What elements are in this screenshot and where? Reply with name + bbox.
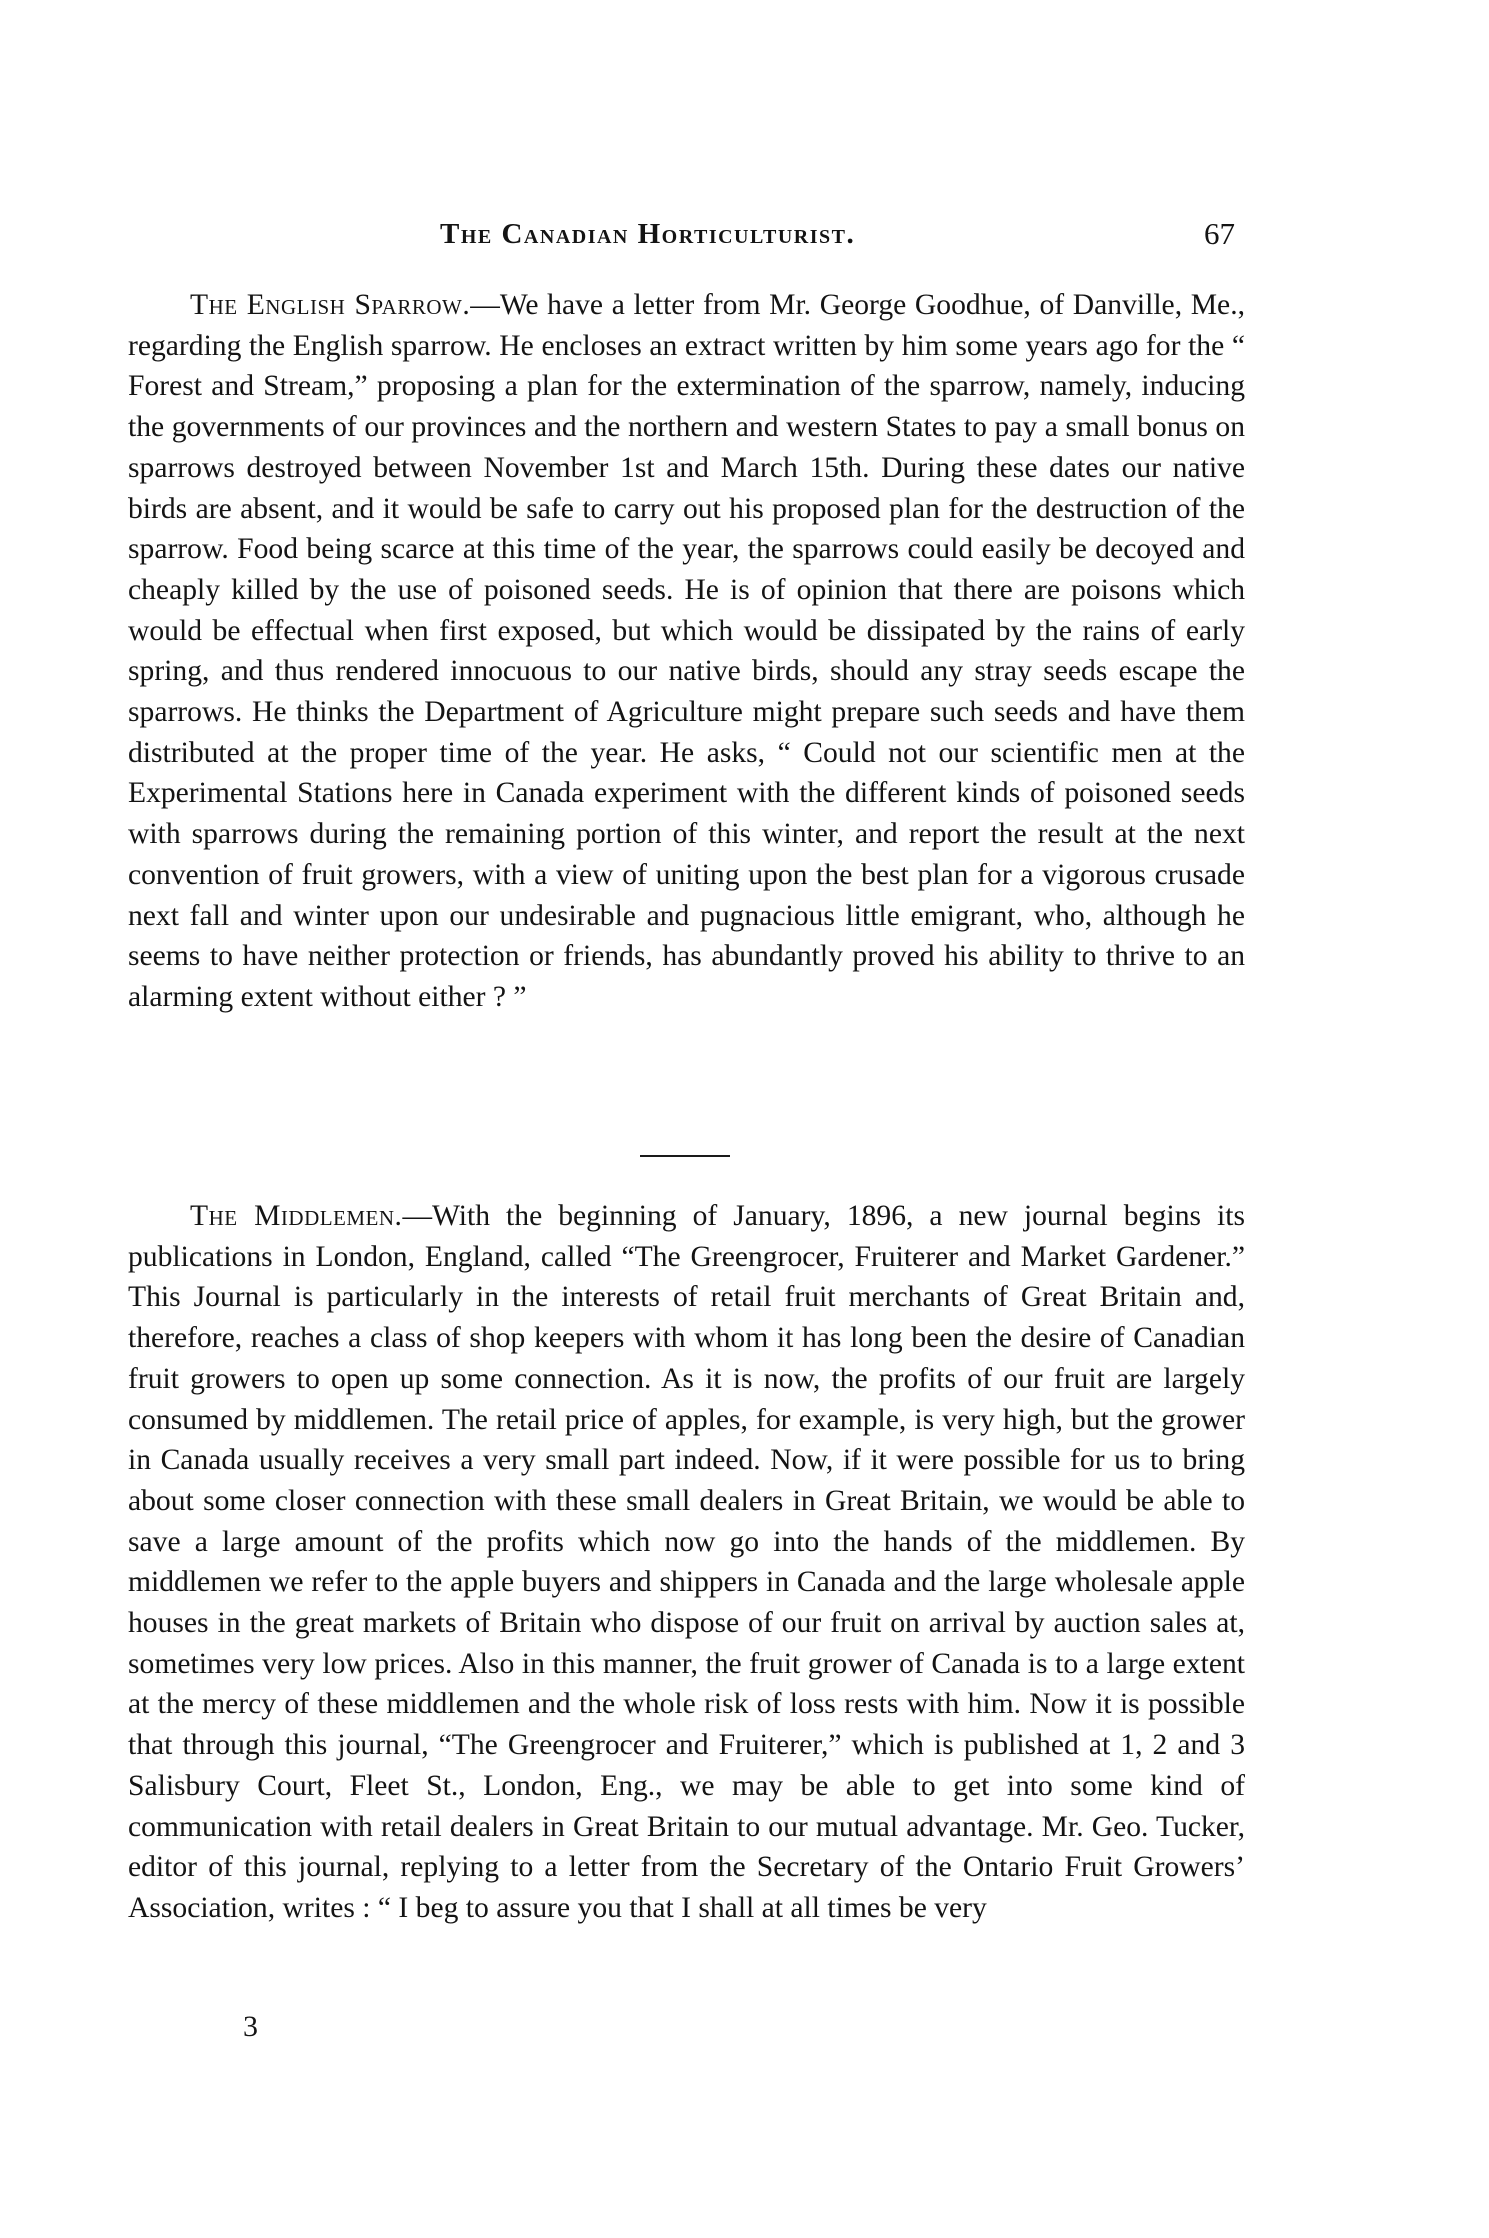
article-english-sparrow xyxy=(128,285,1245,1018)
paragraph xyxy=(128,285,1245,1018)
article-body: —With the beginning of January, 1896, a new journal begins its publications in London, England, called “The Greengrocer, Fruiterer and Market Gardener.” This Journal is particularly in the interests of retail fruit merchants of Great Britain and, therefore, reaches a class of shop keepers with whom it has long been the desire of Canadian fruit growers to open up some connection. As it is now, the profits of our fruit are largely consumed by middlemen. The retail price of apples, for example, is very high, but the grower in Canada usually receives a very small part indeed. Now, if it were possible for us to bring about some closer connection with these small dealers in Great Britain, we would be able to save a large amount of the profits which now go into the hands of the middlemen. By middlemen we refer to the apple buyers and shippers in Canada and the large wholesale apple houses in the great markets of Britain who dispose of our fruit on arrival by auction sales at, sometimes very low prices. Also in this manner, the fruit grower of Canada is to a large extent at the mercy of these middlemen and the whole risk of loss rests with him. Now it is possible that through this journal, “The Greengrocer and Fruiterer,” which is published at 1, 2 and 3 Salisbury Court, Fleet St., London, Eng., we may be able to get into some kind of communication with retail dealers in Great Britain to our mutual advantage. Mr. Geo. Tucker, editor of this journal, replying to a letter from the Secretary of the Ontario Fruit Growers’ Association, writes : “ I beg to assure you that I shall at all times be very xyxy=(128,1200,1245,1924)
page-number: 67 xyxy=(1204,216,1235,251)
article-heading: The English Sparrow. xyxy=(190,289,471,321)
signature-mark: 3 xyxy=(243,2010,258,2043)
running-head xyxy=(190,218,1245,258)
article-body: —We have a letter from Mr. George Goodhue, of Danville, Me., regarding the English sparrow. He encloses an extract written by him some years ago for the “ Forest and Stream,” proposing a plan for the extermination of the sparrow, namely, inducing the governments of our provinces and the northern and western States to pay a small bonus on sparrows destroyed between November 1st and March 15th. During these dates our native birds are absent, and it would be safe to carry out his proposed plan for the destruction of the sparrow. Food being scarce at this time of the year, the sparrows could easily be decoyed and cheaply killed by the use of poisoned seeds. He is of opinion that there are poisons which would be effectual when first exposed, but which would be dissipated by the rains of early spring, and thus rendered innocuous to our native birds, should any stray seeds escape the sparrows. He thinks the Department of Agriculture might prepare such seeds and have them distributed at the proper time of the year. He asks, “ Could not our scientific men at the Experimental Stations here in Canada experiment with the different kinds of poisoned seeds with sparrows during the remaining portion of this winter, and report the result at the next convention of fruit growers, with a view of uniting upon the best plan for a vigorous crusade next fall and winter upon our undesirable and pugnacious little emigrant, who, although he seems to have neither protection or friends, has abundantly proved his ability to thrive to an alarming extent without either ? ” xyxy=(128,289,1245,1013)
article-heading: The Middlemen. xyxy=(190,1200,403,1232)
paragraph xyxy=(128,1196,1245,1929)
running-title: The Canadian Horticulturist. xyxy=(440,218,856,250)
section-divider xyxy=(640,1155,730,1157)
article-middlemen xyxy=(128,1196,1245,1929)
